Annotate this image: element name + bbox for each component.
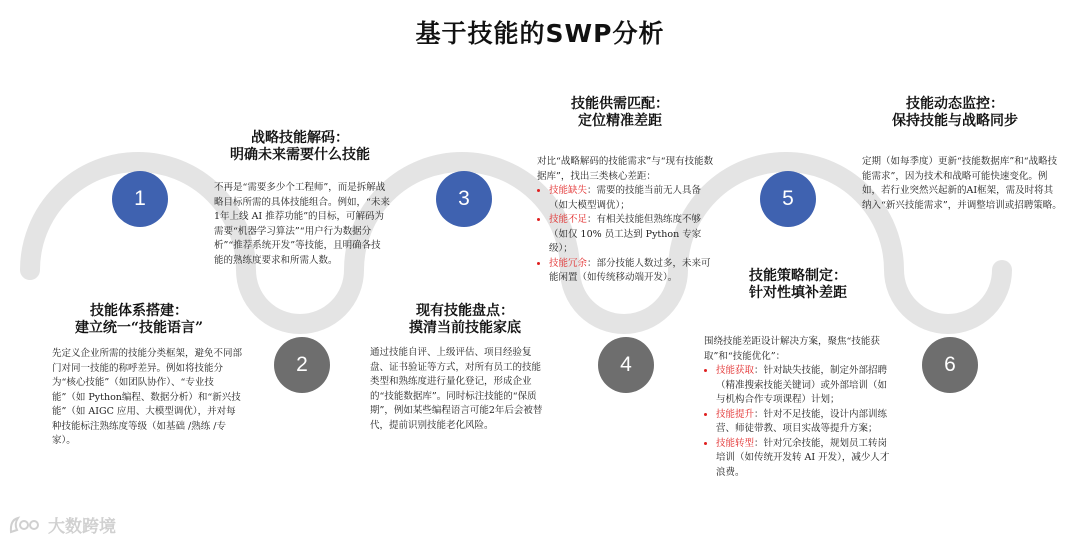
step-6-circle <box>922 337 978 393</box>
gap-label: 技能不足 <box>549 214 588 225</box>
step-3-description <box>537 155 715 286</box>
step-5-heading-line1: 技能动态监控： <box>906 96 1004 112</box>
strategy-label: 技能转型 <box>716 437 755 449</box>
step-6-description <box>704 335 890 480</box>
list-item <box>549 257 715 286</box>
step-1-number: 1 <box>134 187 146 210</box>
step-5-circle <box>760 171 816 227</box>
step-1-description: 不再是“需要多少个工程师”，而是拆解战略目标所需的具体技能组合。例如，“未来1年上线 AI 推荐功能”的目标，可解码为需要“机器学习算法”“用户行为数据分析”“推荐系统开发”等技能，且明确各技能的熟练度要求和所需人数。 <box>214 182 390 266</box>
step-1-heading <box>210 130 390 164</box>
step-4-heading-line2: 摸清当前技能家底 <box>409 320 521 336</box>
list-item <box>549 213 715 257</box>
gap-text: ：有相关技能但熟练度不够（如仅 10% 员工达到 Python 专家级）； <box>549 214 702 254</box>
step-1-heading-line2: 明确未来需要什么技能 <box>230 147 370 163</box>
step-4-description: 通过技能自评、上级评估、项目经验复盘、证书验证等方式，对所有员工的技能类型和熟练度进行量化登记，形成企业的“技能数据库”。同时标注技能的“保质期”，例如某些编程语言可能2年后会被替代，提前识别技能老化风险。 <box>370 347 543 431</box>
step-5-description: 定期（如每季度）更新“技能数据库”和“战略技能需求”，因为技术和战略可能快速变化。例如，若行业突然兴起新的AI框架，需及时将其纳入“新兴技能需求”，并调整培训或招聘策略。 <box>862 156 1062 211</box>
step-2-heading-line1: 技能体系搭建： <box>90 303 188 319</box>
step-5-heading <box>870 96 1040 130</box>
strategy-text: ：针对缺失技能，制定外部招聘（精准搜索技能关键词）或外部培训（如与机构合作专项课程）计划； <box>716 365 888 405</box>
step-5-heading-line2: 保持技能与战略同步 <box>892 113 1018 129</box>
step-6-number: 6 <box>944 353 956 376</box>
step-3-heading-line1: 技能供需匹配： <box>571 96 669 112</box>
step-6-heading-line2: 针对性填补差距 <box>749 285 847 301</box>
step-2-heading-line2: 建立统一“技能语言” <box>74 320 204 336</box>
list-item <box>549 184 715 213</box>
step-4-heading-line1: 现有技能盘点： <box>416 303 514 319</box>
strategy-text: ：针对不足技能，设计内部训练营、师徒带教、项目实战等提升方案； <box>716 408 888 434</box>
step-4-heading <box>380 303 550 337</box>
step-2-description: 先定义企业所需的技能分类框架，避免不同部门对同一技能的称呼差异。例如将技能分为“核心技能”（如团队协作）、“专业技能”（如 Python编程、数据分析）和“新兴技能”（如 AIGC 应用、大模型调优），并对每种技能标注熟练度等级（如基础 /熟练 /专家）。 <box>52 348 243 446</box>
strategy-text: ：针对冗余技能，规划员工转岗培训（如传统开发转 AI 开发），减少人才浪费。 <box>716 437 890 478</box>
watermark-text: 大数跨境 <box>48 517 116 537</box>
step-6-heading-line1: 技能策略制定： <box>749 268 847 284</box>
step-6-strategy-list <box>704 364 890 480</box>
step-3-intro: 对比“战略解码的技能需求”与“现有技能数据库”，找出三类核心差距： <box>537 156 714 182</box>
gap-text: ：需要的技能当前无人具备（如大模型调优）； <box>549 185 702 211</box>
watermark-logo <box>8 512 116 537</box>
step-4-number: 4 <box>620 353 632 376</box>
step-5-number: 5 <box>782 187 794 210</box>
step-3-number: 3 <box>458 187 470 210</box>
strategy-label: 技能获取 <box>716 365 755 376</box>
step-2-heading <box>44 303 234 337</box>
gap-label: 技能缺失 <box>549 185 588 196</box>
step-3-gap-list <box>537 184 715 286</box>
list-item <box>716 408 890 437</box>
gap-text: ：部分技能人数过多，未来可能闲置（如传统移动端开发）。 <box>549 257 711 283</box>
step-6-intro: 围绕技能差距设计解决方案，聚焦“技能获取”和“技能优化”： <box>704 336 880 362</box>
gap-label: 技能冗余 <box>549 257 588 269</box>
page-title: 基于技能的SWP分析 <box>415 19 665 48</box>
strategy-label: 技能提升 <box>716 408 755 420</box>
step-2-circle <box>274 337 330 393</box>
step-6-heading <box>718 268 878 302</box>
step-3-circle <box>436 171 492 227</box>
step-4-circle <box>598 337 654 393</box>
list-item <box>716 437 890 481</box>
step-1-heading-line1: 战略技能解码： <box>251 130 349 146</box>
step-3-heading <box>540 96 700 130</box>
step-3-heading-line2: 定位精准差距 <box>578 113 662 129</box>
step-2-number: 2 <box>296 353 308 376</box>
step-1-circle <box>112 171 168 227</box>
logo-icon <box>8 514 42 536</box>
list-item <box>716 364 890 408</box>
